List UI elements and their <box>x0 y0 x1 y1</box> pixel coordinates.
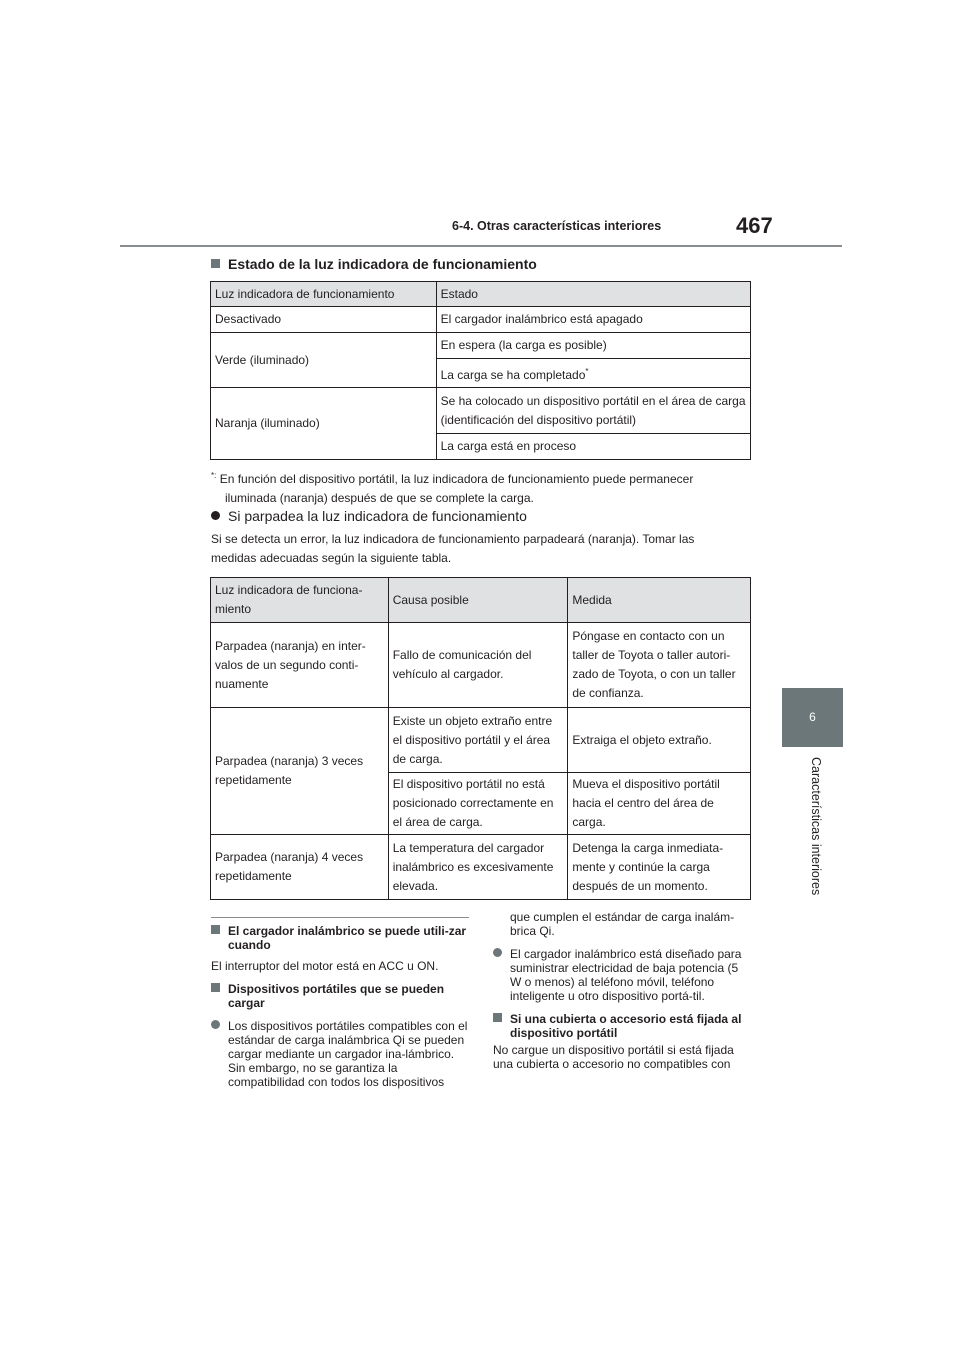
table-cell: En espera (la carga es posible) <box>436 333 750 359</box>
paragraph-line: medidas adecuadas según la siguiente tabla. <box>211 551 452 565</box>
footnote <box>211 466 756 508</box>
footnote-line <box>211 466 756 489</box>
status-table <box>210 281 751 460</box>
table-cell: Mueva el dispositivo portátil hacia el centro del área de carga. <box>568 773 751 835</box>
table-row <box>211 333 751 359</box>
section-header: 6-4. Otras características interiores <box>452 219 662 233</box>
table-header-cell: Medida <box>568 578 751 623</box>
table-header-cell: Causa posible <box>388 578 568 623</box>
table-header-cell: Luz indicadora de funcionamiento <box>211 282 437 307</box>
bullet-text: Los dispositivos portátiles compatibles con el estándar de carga inalámbrica Qi se pueden cargar mediante un cargador ina-lámbrico. Sin embargo, no se garantiza la compatibilidad con todos los dispositivos <box>228 1019 468 1089</box>
subheading-text: Si una cubierta o accesorio está fijada al dispositivo portátil <box>510 1012 742 1040</box>
table-row <box>211 708 751 773</box>
bullet-item <box>493 947 751 1003</box>
table-cell: Parpadea (naranja) en inter-valos de un segundo conti-nuamente <box>211 623 389 708</box>
round-bullet-icon <box>211 511 220 520</box>
table-row <box>211 388 751 434</box>
column-rule <box>211 917 469 918</box>
table-header-cell: Luz indicadora de funciona-miento <box>211 578 389 623</box>
square-bullet-icon <box>211 983 220 992</box>
table-cell: Fallo de comunicación del vehículo al cargador. <box>388 623 568 708</box>
table-row <box>211 307 751 333</box>
square-bullet-icon <box>211 925 220 934</box>
table-header-row <box>211 282 751 307</box>
paragraph-line: Si se detecta un error, la luz indicadora de funcionamiento parpadeará (naranja). Tomar las <box>211 532 695 546</box>
table-cell: Extraiga el objeto extraño. <box>568 708 751 773</box>
section-paragraph <box>211 530 756 568</box>
subheading-text: Dispositivos portátiles que se pueden cargar <box>228 982 445 1010</box>
round-bullet-icon <box>211 1020 220 1029</box>
table-cell: Se ha colocado un dispositivo portátil en el área de carga (identificación del dispositivo portátil) <box>436 388 750 434</box>
subheading-wireless-usable <box>211 924 469 952</box>
round-bullet-icon <box>493 948 502 957</box>
footnote-line: iluminada (naranja) después de que se complete la carga. <box>225 491 534 505</box>
table-cell: Póngase en contacto con un taller de Toyota o taller autori-zado de Toyota, o con un taller de confianza. <box>568 623 751 708</box>
left-column <box>211 924 469 1089</box>
footnote-text: En función del dispositivo portátil, la luz indicadora de funcionamiento puede permanecer <box>219 472 694 486</box>
asterisk-mark: * <box>585 366 589 376</box>
body-paragraph: No cargue un dispositivo portátil si está fijada una cubierta o accesorio no compatibles con <box>493 1043 734 1071</box>
square-bullet-icon <box>211 259 220 268</box>
table-cell: La carga está en proceso <box>436 434 750 460</box>
cell-text: La carga se ha completado <box>440 367 586 382</box>
table-cell: Existe un objeto extraño entre el dispositivo portátil y el área de carga. <box>388 708 568 773</box>
table-cell: Verde (iluminado) <box>211 333 437 388</box>
table-cell: El cargador inalámbrico está apagado <box>436 307 750 333</box>
table-cell: Parpadea (naranja) 4 veces repetidamente <box>211 835 389 900</box>
table-row <box>211 623 751 708</box>
table-cell: El dispositivo portátil no está posicionado correctamente en el área de carga. <box>388 773 568 835</box>
table-cell: Detenga la carga inmediata-mente y continúe la carga después de un momento. <box>568 835 751 900</box>
table-cell: La temperatura del cargador inalámbrico es excesivamente elevada. <box>388 835 568 900</box>
bullet-item <box>211 1019 469 1089</box>
section-title-blinking <box>211 508 527 524</box>
section-title-text: Si parpadea la luz indicadora de funcionamiento <box>228 508 527 524</box>
footnote-mark: *: <box>211 471 217 480</box>
subheading-chargeable-devices <box>211 982 469 1010</box>
body-paragraph: El interruptor del motor está en ACC u ON. <box>211 959 439 973</box>
chapter-label: Características interiores <box>809 757 823 896</box>
table-cell <box>436 359 750 388</box>
bullet-text: El cargador inalámbrico está diseñado para suministrar electricidad de baja potencia (5 W o menos) al teléfono móvil, teléfono inteligente u otro dispositivo portá-til. <box>510 947 742 1003</box>
square-bullet-icon <box>493 1013 502 1022</box>
header-rule <box>120 245 842 247</box>
bullet-continuation: que cumplen el estándar de carga inalám-brica Qi. <box>510 910 735 938</box>
table-cell: Parpadea (naranja) 3 veces repetidamente <box>211 708 389 835</box>
section-title-status <box>211 256 537 272</box>
table-header-row <box>211 578 751 623</box>
chapter-tab: 6 <box>782 688 843 747</box>
page-number: 467 <box>736 213 773 238</box>
table-cell: Desactivado <box>211 307 437 333</box>
subheading-cover-accessory <box>493 1012 751 1040</box>
table-header-cell: Estado <box>436 282 750 307</box>
blinking-table <box>210 577 751 900</box>
table-cell: Naranja (iluminado) <box>211 388 437 460</box>
right-column <box>493 910 751 1071</box>
subheading-text: El cargador inalámbrico se puede utili-zar cuando <box>228 924 467 952</box>
section-title-text: Estado de la luz indicadora de funcionamiento <box>228 256 537 272</box>
table-row <box>211 835 751 900</box>
